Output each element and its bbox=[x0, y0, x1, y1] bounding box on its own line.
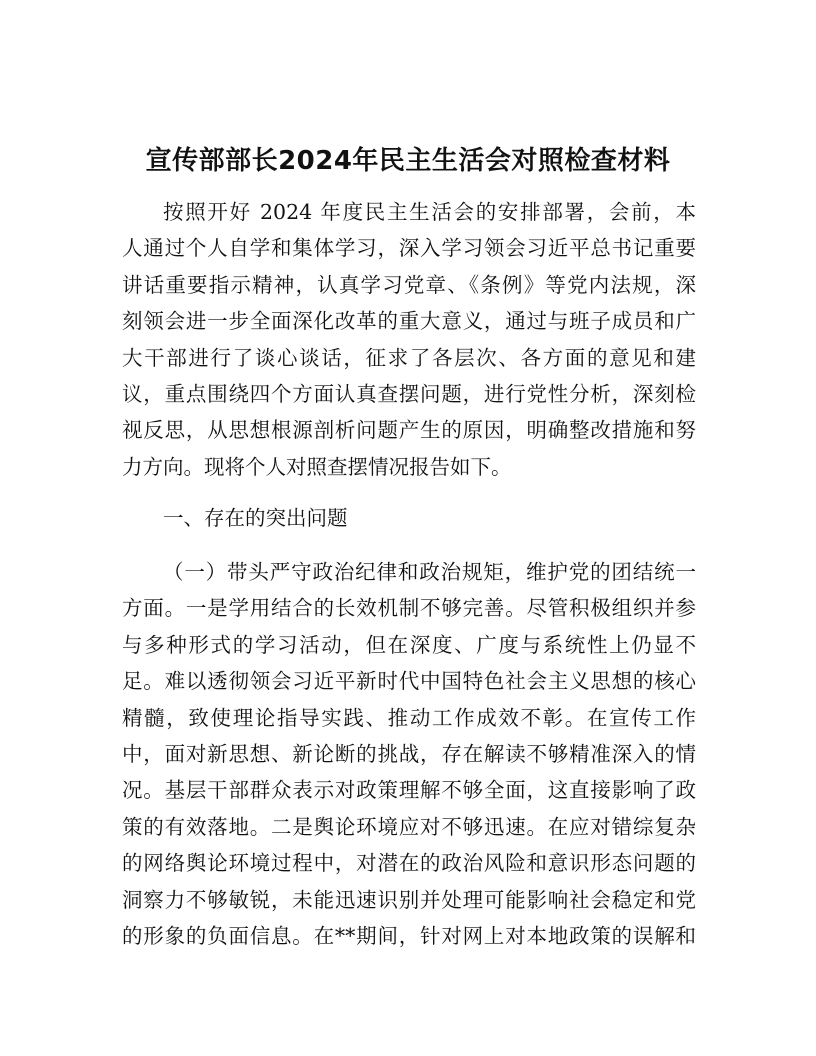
section-heading: 一、存在的突出问题 bbox=[163, 506, 348, 530]
paragraph-section1 bbox=[122, 554, 696, 954]
paragraph-line: 精髓，致使理论指导实践、推动工作成效不彰。在宣传工作 bbox=[122, 705, 696, 730]
paragraph-line: 讲话重要指示精神，认真学习党章、《条例》等党内法规，深 bbox=[122, 272, 696, 297]
paragraph-line: 况。基层干部群众表示对政策理解不够全面，这直接影响了政 bbox=[122, 778, 696, 803]
document-title: 宣传部部长2024年民主生活会对照检查材料 bbox=[145, 146, 671, 176]
paragraph-line: 足。难以透彻领会习近平新时代中国特色社会主义思想的核心 bbox=[122, 669, 696, 694]
paragraph-line: 刻领会进一步全面深化改革的重大意义，通过与班子成员和广 bbox=[122, 309, 696, 334]
paragraph-line: 视反思，从思想根源剖析问题产生的原因，明确整改措施和努 bbox=[122, 418, 696, 443]
paragraph-intro bbox=[122, 194, 696, 485]
paragraph-line: 策的有效落地。二是舆论环境应对不够迅速。在应对错综复杂 bbox=[122, 814, 696, 839]
paragraph-line: 的网络舆论环境过程中，对潜在的政治风险和意识形态问题的 bbox=[122, 851, 696, 876]
paragraph-line: 议，重点围绕四个方面认真查摆问题，进行党性分析，深刻检 bbox=[122, 381, 696, 406]
paragraph-line: （一）带头严守政治纪律和政治规矩，维护党的团结统一 bbox=[163, 560, 696, 584]
paragraph-line: 按照开好 2024 年度民主生活会的安排部署，会前，本 bbox=[163, 200, 696, 224]
paragraph-line: 人通过个人自学和集体学习，深入学习领会习近平总书记重要 bbox=[122, 236, 696, 261]
paragraph-line: 力方向。现将个人对照查摆情况报告如下。 bbox=[122, 454, 512, 479]
paragraph-line: 的形象的负面信息。在**期间，针对网上对本地政策的误解和 bbox=[122, 923, 696, 948]
paragraph-line: 与多种形式的学习活动，但在深度、广度与系统性上仍显不 bbox=[122, 632, 696, 657]
paragraph-line: 中，面对新思想、新论断的挑战，存在解读不够精准深入的情 bbox=[122, 741, 696, 766]
paragraph-line: 方面。一是学用结合的长效机制不够完善。尽管积极组织并参 bbox=[122, 596, 696, 621]
paragraph-line: 洞察力不够敏锐，未能迅速识别并处理可能影响社会稳定和党 bbox=[122, 887, 696, 912]
paragraph-line: 大干部进行了谈心谈话，征求了各层次、各方面的意见和建 bbox=[122, 345, 696, 370]
